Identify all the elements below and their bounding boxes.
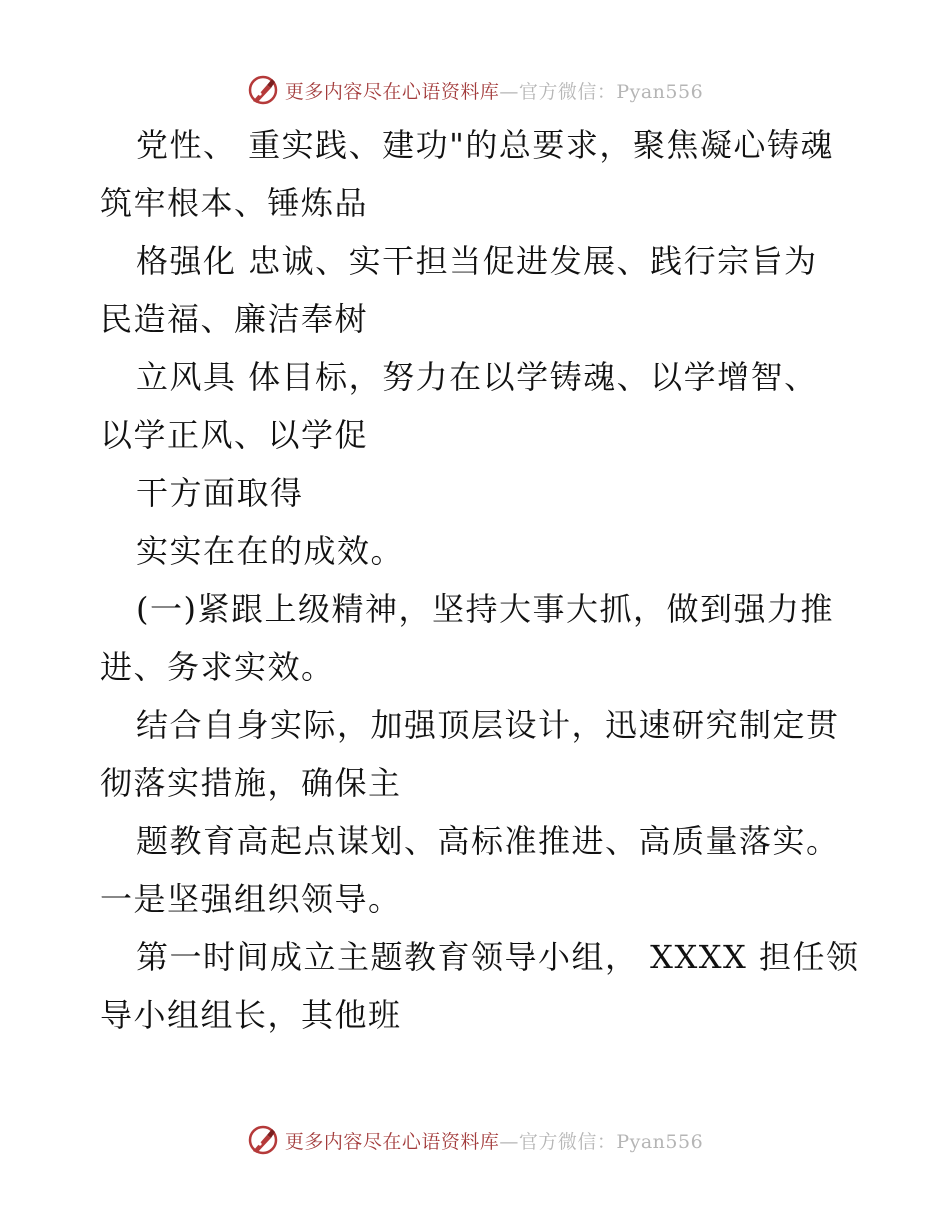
watermark-text (285, 1127, 703, 1154)
paragraph-line: 结合自身实际，加强顶层设计，迅速研究制定贯 (136, 706, 840, 744)
pen-logo-icon (247, 74, 279, 106)
paragraph-line: 筑牢根本、锤炼品 (100, 184, 369, 222)
watermark-text (285, 77, 703, 104)
document-body (100, 116, 860, 1044)
watermark-wechat-text: 官方微信：Pyan556 (518, 80, 704, 103)
paragraph-line: 导小组组长，其他班 (100, 996, 402, 1034)
paragraph-line: 实实在在的成效。 (136, 532, 405, 570)
watermark-wechat-text: 官方微信：Pyan556 (518, 1130, 704, 1153)
watermark-main-text: 更多内容尽在心语资料库 (284, 1130, 500, 1153)
paragraph-line: 彻落实措施，确保主 (100, 764, 402, 802)
paragraph-line: 干方面取得 (136, 474, 304, 512)
paragraph-line: 立风具 体目标，努力在以学铸魂、以学增智、 (136, 358, 818, 396)
section-heading-line: (一)紧跟上级精神，坚持大事大抓，做到强力推 (136, 590, 834, 628)
watermark-separator: — (499, 1130, 519, 1153)
section-heading-line: 进、务求实效。 (100, 648, 335, 686)
footer-watermark (0, 1120, 950, 1160)
paragraph-line: 民造福、廉洁奉树 (100, 300, 369, 338)
header-watermark (0, 70, 950, 110)
watermark-main-text: 更多内容尽在心语资料库 (284, 80, 500, 103)
paragraph-line: 以学正风、以学促 (100, 416, 369, 454)
paragraph-line: 第一时间成立主题教育领导小组， XXXX 担任领 (136, 938, 860, 976)
paragraph-line: 党性、 重实践、建功"的总要求，聚焦凝心铸魂 (136, 126, 834, 164)
watermark-separator: — (499, 80, 519, 103)
paragraph-line: 一是坚强组织领导。 (100, 880, 402, 918)
paragraph-line: 题教育高起点谋划、高标准推进、高质量落实。 (136, 822, 840, 860)
pen-logo-icon (247, 1124, 279, 1156)
paragraph-line: 格强化 忠诚、实干担当促进发展、践行宗旨为 (136, 242, 818, 280)
